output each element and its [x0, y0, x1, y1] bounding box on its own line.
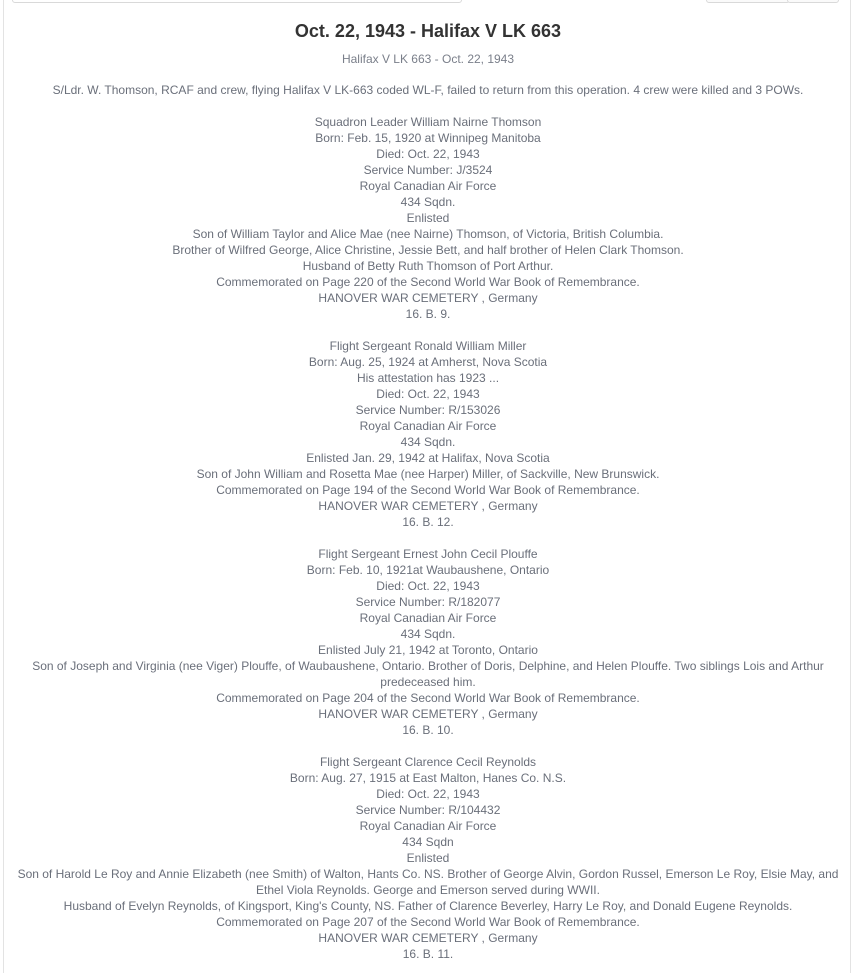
- crew-name: Flight Sergeant Clarence Cecil Reynolds: [319, 755, 537, 769]
- crew-commemorated: Commemorated on Page 194 of the Second World War Book of Remembrance.: [216, 483, 640, 497]
- crew-squadron: 434 Sqdn.: [400, 627, 456, 641]
- crew-grave: 16. B. 11.: [402, 947, 454, 961]
- crew-service-number: Service Number: J/3524: [363, 163, 493, 177]
- crew-died: Died: Oct. 22, 1943: [376, 147, 480, 161]
- crew-enlisted: Enlisted: [406, 851, 450, 865]
- crew-siblings: Brother of Wilfred George, Alice Christine, Jessie Bett, and half brother of Helen Clark Thomson.: [172, 243, 684, 257]
- crew-service-number: Service Number: R/104432: [355, 803, 501, 817]
- crew-family: Son of Joseph and Virginia (nee Viger) Plouffe, of Waubaushene, Ontario. Brother of Doris, Delphine, and Helen Plouffe. Two siblings Lois and Arthur predeceased him.: [32, 659, 824, 689]
- top-button-left[interactable]: [706, 0, 790, 3]
- crew-service-number: Service Number: R/153026: [355, 403, 501, 417]
- crew-born: Born: Aug. 25, 1924 at Amherst, Nova Scotia: [308, 355, 548, 369]
- crew-born: Born: Aug. 27, 1915 at East Malton, Hanes Co. N.S.: [289, 771, 567, 785]
- crew-born: Born: Feb. 15, 1920 at Winnipeg Manitoba: [315, 131, 541, 145]
- crew-grave: 16. B. 10.: [402, 723, 454, 737]
- page-title: Oct. 22, 1943 - Halifax V LK 663: [294, 21, 562, 41]
- crew-bio-miller: [6, 338, 850, 530]
- crew-service-number: Service Number: R/182077: [355, 595, 501, 609]
- crew-commemorated: Commemorated on Page 207 of the Second World War Book of Remembrance.: [216, 915, 640, 929]
- crew-enlisted: Enlisted Jan. 29, 1942 at Halifax, Nova Scotia: [306, 451, 550, 465]
- crew-squadron: 434 Sqdn: [402, 835, 454, 849]
- crew-family: Son of Harold Le Roy and Annie Elizabeth (nee Smith) of Walton, Hants Co. NS. Brother of George Alvin, Gordon Russel, Emerson Le Roy, Elsie May, and Ethel Viola Reynolds. George and Emerson served during WWII.: [17, 867, 839, 897]
- crew-squadron: 434 Sqdn.: [400, 195, 456, 209]
- crew-grave: 16. B. 9.: [405, 307, 451, 321]
- page-subtitle: Halifax V LK 663 - Oct. 22, 1943: [341, 52, 515, 66]
- crew-force: Royal Canadian Air Force: [359, 611, 497, 625]
- crew-name: Flight Sergeant Ronald William Miller: [329, 339, 527, 353]
- crew-commemorated: Commemorated on Page 204 of the Second World War Book of Remembrance.: [216, 691, 640, 705]
- crew-cemetery: HANOVER WAR CEMETERY , Germany: [318, 291, 538, 305]
- crew-bio-plouffe: [6, 546, 850, 738]
- crew-spouse: Husband of Betty Ruth Thomson of Port Arthur.: [302, 259, 554, 273]
- crew-born: Born: Feb. 10, 1921at Waubaushene, Ontario: [306, 563, 550, 577]
- top-button-right[interactable]: [787, 0, 839, 3]
- crew-cemetery: HANOVER WAR CEMETERY , Germany: [318, 931, 538, 945]
- crew-note: His attestation has 1923 ...: [356, 371, 500, 385]
- crew-force: Royal Canadian Air Force: [359, 179, 497, 193]
- crew-died: Died: Oct. 22, 1943: [376, 579, 480, 593]
- crew-bio-thomson: [6, 114, 850, 322]
- crew-spouse: Husband of Evelyn Reynolds, of Kingsport, King's County, NS. Father of Clarence Beverley, Harry Le Roy, and Donald Eugene Reynolds.: [63, 899, 793, 913]
- crew-force: Royal Canadian Air Force: [359, 419, 497, 433]
- top-search-field[interactable]: [12, 0, 462, 3]
- crew-name: Flight Sergeant Ernest John Cecil Plouffe: [318, 547, 538, 561]
- crew-name: Squadron Leader William Nairne Thomson: [314, 115, 542, 129]
- crew-commemorated: Commemorated on Page 220 of the Second World War Book of Remembrance.: [216, 275, 640, 289]
- crew-squadron: 434 Sqdn.: [400, 435, 456, 449]
- crew-enlisted: Enlisted: [406, 211, 450, 225]
- crew-cemetery: HANOVER WAR CEMETERY , Germany: [318, 499, 538, 513]
- crew-died: Died: Oct. 22, 1943: [376, 787, 480, 801]
- crew-grave: 16. B. 12.: [402, 515, 454, 529]
- crew-force: Royal Canadian Air Force: [359, 819, 497, 833]
- crew-died: Died: Oct. 22, 1943: [376, 387, 480, 401]
- crew-parents: Son of John William and Rosetta Mae (nee Harper) Miller, of Sackville, New Brunswick.: [196, 467, 660, 481]
- crew-enlisted: Enlisted July 21, 1942 at Toronto, Ontario: [318, 643, 538, 657]
- crew-bio-reynolds: [6, 754, 850, 962]
- intro-paragraph: S/Ldr. W. Thomson, RCAF and crew, flying Halifax V LK-663 coded WL-F, failed to return from this operation. 4 crew were killed and 3 POWs.: [52, 83, 804, 97]
- crew-cemetery: HANOVER WAR CEMETERY , Germany: [318, 707, 538, 721]
- crew-parents: Son of William Taylor and Alice Mae (nee Nairne) Thomson, of Victoria, British Columbia.: [192, 227, 664, 241]
